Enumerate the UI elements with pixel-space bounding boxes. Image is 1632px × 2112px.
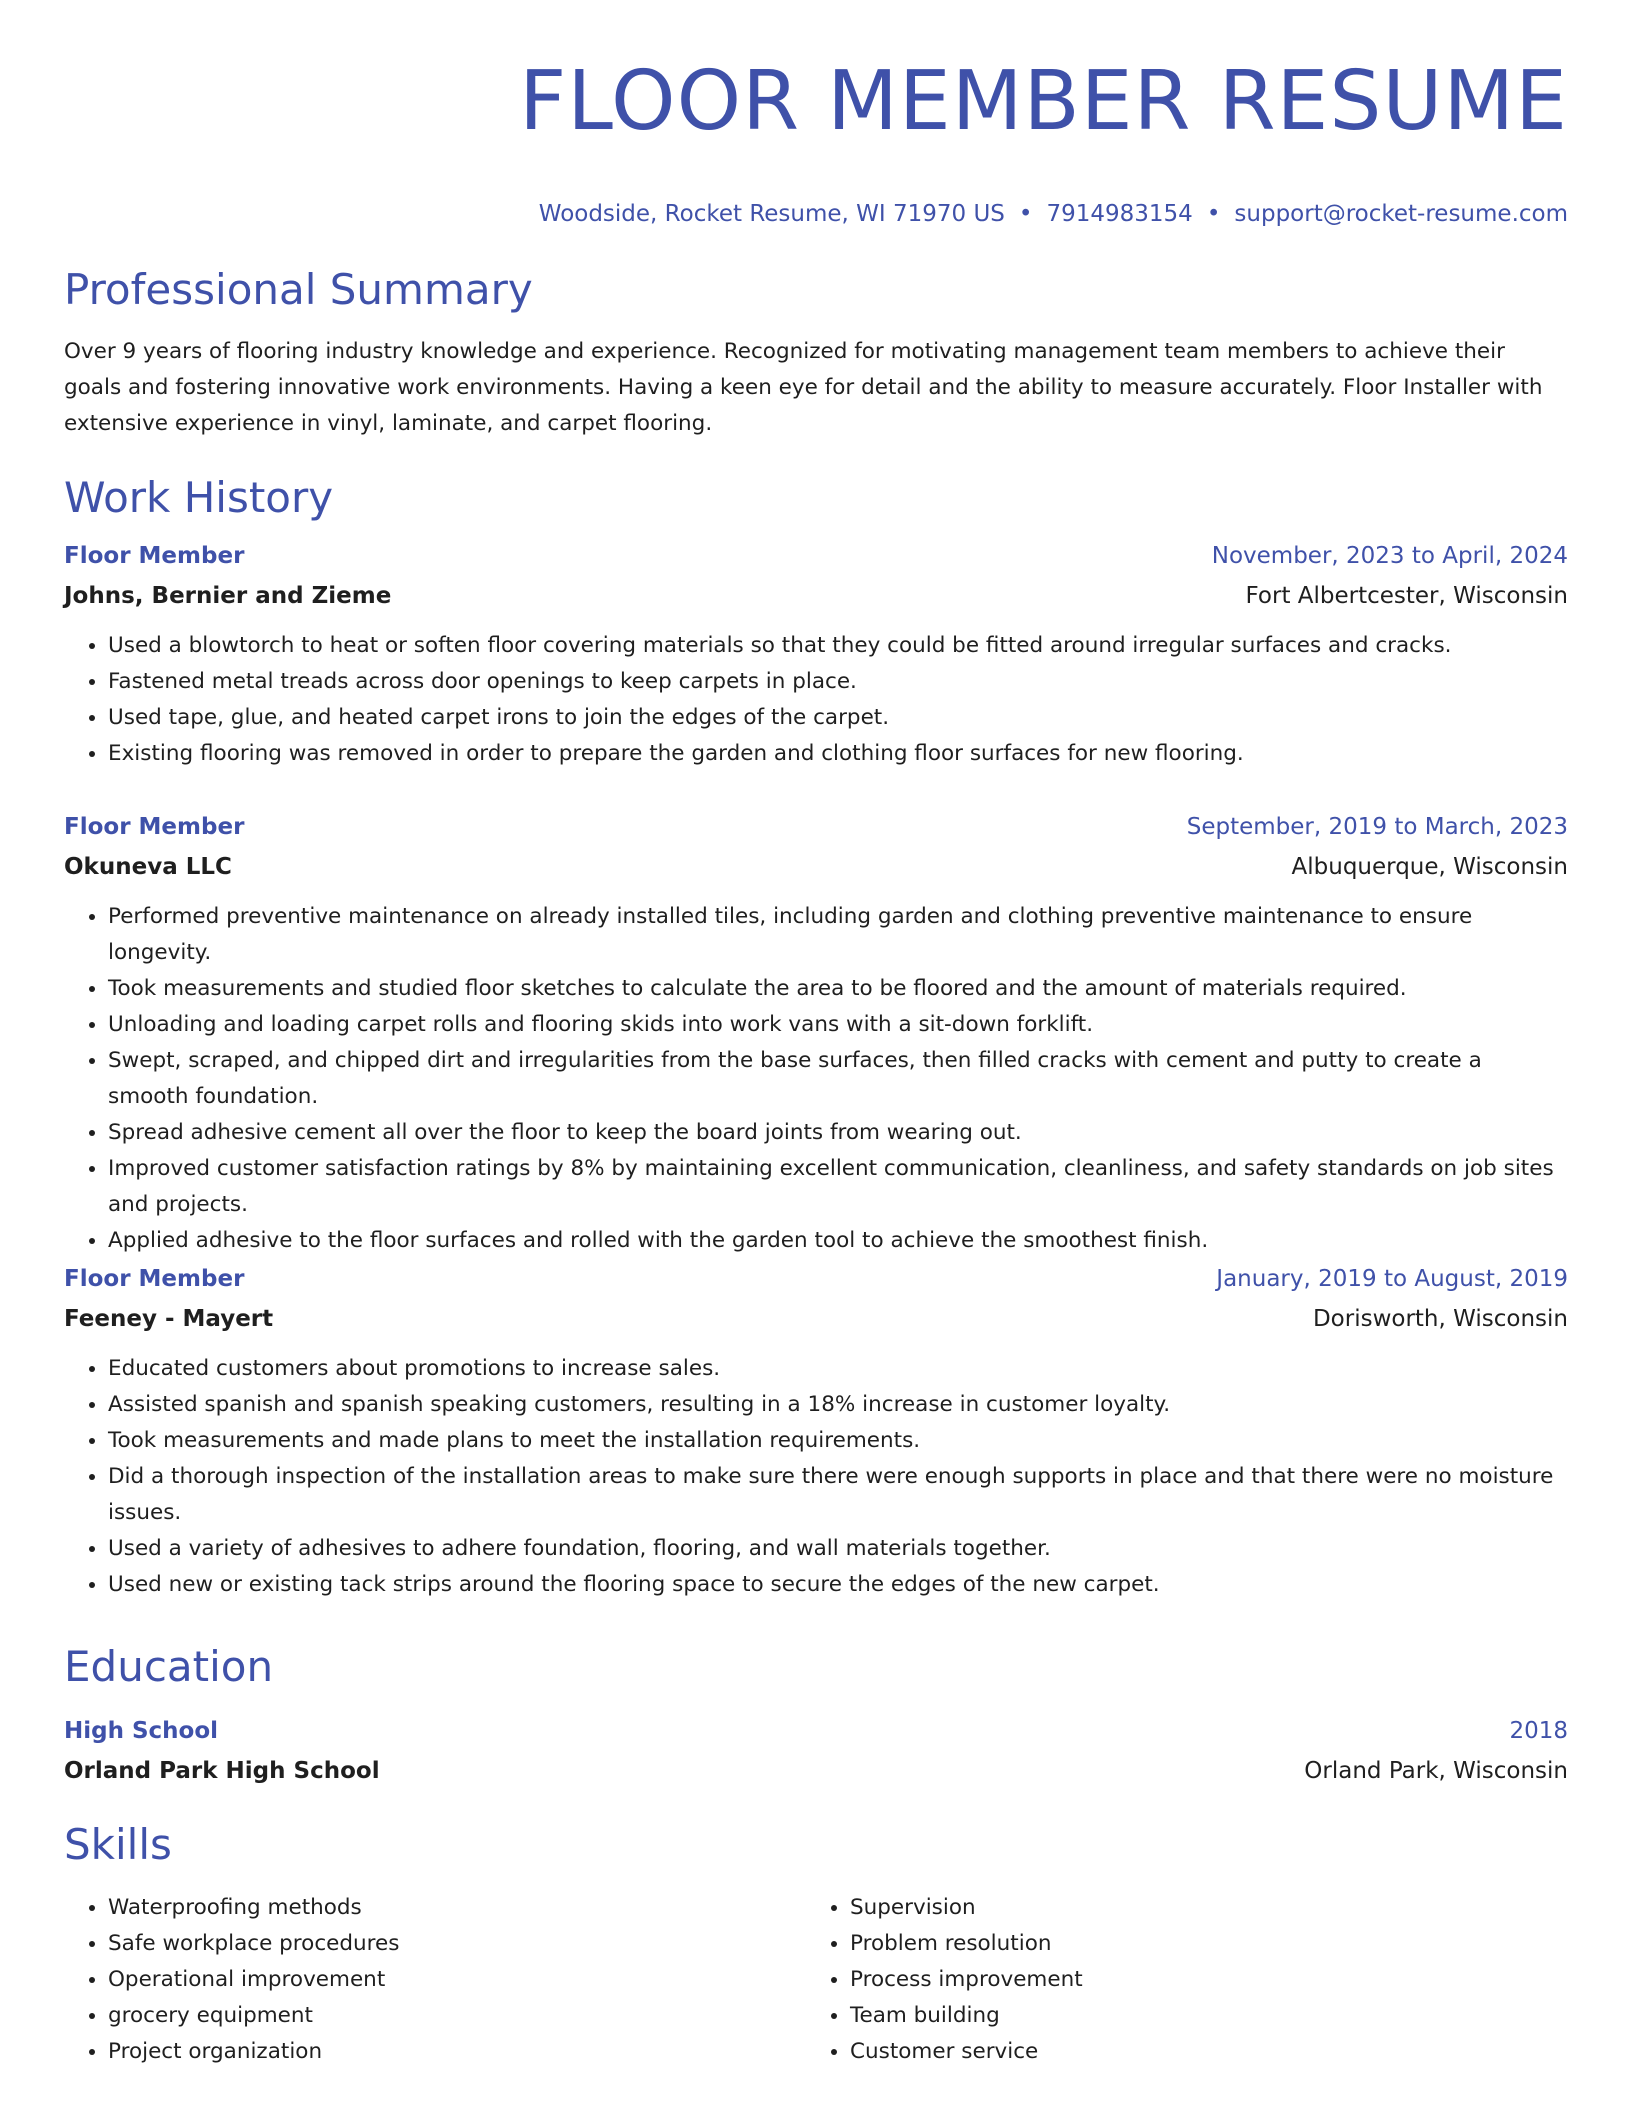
skill-item: • Process improvement: [850, 1962, 1548, 1998]
list-item: • Performed preventive maintenance on already installed tiles, including garden and clothing preventive maintenance to ensure longevity.: [108, 899, 1568, 971]
job-location: Dorisworth, Wisconsin: [1312, 1306, 1568, 1332]
job-dates: November, 2023 to April, 2024: [1211, 543, 1568, 569]
list-item: • Did a thorough inspection of the installation areas to make sure there were enough supports in place and that there were no moisture issues.: [108, 1459, 1568, 1531]
job-bullets: [64, 899, 1568, 1259]
skill-item: • Team building: [850, 1998, 1548, 2034]
job-title: Floor Member: [64, 1266, 245, 1292]
job-title: Floor Member: [64, 543, 245, 569]
skill-item: • Supervision: [850, 1890, 1548, 1926]
list-item: • Applied adhesive to the floor surfaces and rolled with the garden tool to achieve the smoothest finish.: [108, 1223, 1568, 1259]
list-item: • Unloading and loading carpet rolls and flooring skids into work vans with a sit-down forklift.: [108, 1007, 1568, 1043]
job-entry: [64, 807, 1568, 1259]
job-entry: [64, 1259, 1568, 1603]
contact-line: [64, 200, 1568, 228]
job-dates: September, 2019 to March, 2023: [1186, 814, 1568, 840]
contact-separator: •: [1206, 201, 1221, 227]
list-item: • Used a blowtorch to heat or soften floor covering materials so that they could be fitted around irregular surfaces and cracks.: [108, 628, 1568, 664]
list-item: • Swept, scraped, and chipped dirt and irregularities from the base surfaces, then filled cracks with cement and putty to create a smooth foundation.: [108, 1043, 1568, 1115]
resume-header: [64, 0, 1568, 228]
job-bullets: [64, 628, 1568, 772]
skill-item: • Safe workplace procedures: [108, 1926, 806, 1962]
contact-separator: •: [1018, 201, 1033, 227]
education-location: Orland Park, Wisconsin: [1304, 1758, 1568, 1784]
job-employer: Okuneva LLC: [64, 854, 232, 880]
job-bullets: [64, 1351, 1568, 1603]
job-location: Albuquerque, Wisconsin: [1291, 854, 1568, 880]
job-dates: January, 2019 to August, 2019: [1216, 1266, 1568, 1292]
list-item: • Used new or existing tack strips around the flooring space to secure the edges of the new carpet.: [108, 1567, 1568, 1603]
job-title: Floor Member: [64, 814, 245, 840]
skills-column-right: [806, 1890, 1548, 2070]
list-item: • Used tape, glue, and heated carpet irons to join the edges of the carpet.: [108, 700, 1568, 736]
skill-item: • Problem resolution: [850, 1926, 1548, 1962]
list-item: • Took measurements and made plans to meet the installation requirements.: [108, 1423, 1568, 1459]
skill-item: • Project organization: [108, 2034, 806, 2070]
contact-address: Woodside, Rocket Resume, WI 71970 US: [538, 201, 1005, 227]
skills-list: [64, 1890, 1568, 2070]
skill-item: • Waterproofing methods: [108, 1890, 806, 1926]
job-employer: Johns, Bernier and Zieme: [64, 583, 392, 609]
education-heading: Education: [64, 1642, 274, 1691]
list-item: • Used a variety of adhesives to adhere foundation, flooring, and wall materials together.: [108, 1531, 1568, 1567]
list-item: • Educated customers about promotions to increase sales.: [108, 1351, 1568, 1387]
job-entry: [64, 536, 1568, 772]
skill-item: • Operational improvement: [108, 1962, 806, 1998]
list-item: • Assisted spanish and spanish speaking customers, resulting in a 18% increase in customer loyalty.: [108, 1387, 1568, 1423]
resume-title: FLOOR MEMBER RESUME: [519, 54, 1568, 149]
list-item: • Existing flooring was removed in order to prepare the garden and clothing floor surfaces for new flooring.: [108, 736, 1568, 772]
job-employer: Feeney - Mayert: [64, 1306, 274, 1332]
list-item: • Fastened metal treads across door openings to keep carpets in place.: [108, 664, 1568, 700]
list-item: • Took measurements and studied floor sketches to calculate the area to be floored and the amount of materials required.: [108, 971, 1568, 1007]
contact-email: support@rocket-resume.com: [1234, 201, 1568, 227]
summary-text: Over 9 years of flooring industry knowledge and experience. Recognized for motivating management team members to achieve their goals and fostering innovative work environments. Having a keen eye for detail and the ability to measure accurately. Floor Installer with extensive experience in vinyl, laminate, and carpet flooring.: [64, 339, 1543, 436]
education-entry: [64, 1711, 1568, 1791]
list-item: • Improved customer satisfaction ratings by 8% by maintaining excellent communication, cleanliness, and safety standards on job sites and projects.: [108, 1151, 1568, 1223]
skill-item: • Customer service: [850, 2034, 1548, 2070]
education-school: Orland Park High School: [64, 1758, 380, 1784]
education-year: 2018: [1509, 1718, 1568, 1744]
skill-item: • grocery equipment: [108, 1998, 806, 2034]
job-location: Fort Albertcester, Wisconsin: [1245, 583, 1568, 609]
list-item: • Spread adhesive cement all over the floor to keep the board joints from wearing out.: [108, 1115, 1568, 1151]
contact-phone: 7914983154: [1046, 201, 1193, 227]
skills-column-left: [64, 1890, 806, 2070]
education-degree: High School: [64, 1718, 219, 1744]
skills-heading: Skills: [64, 1820, 172, 1869]
work-history-heading: Work History: [64, 473, 334, 522]
summary-heading: Professional Summary: [64, 265, 533, 314]
